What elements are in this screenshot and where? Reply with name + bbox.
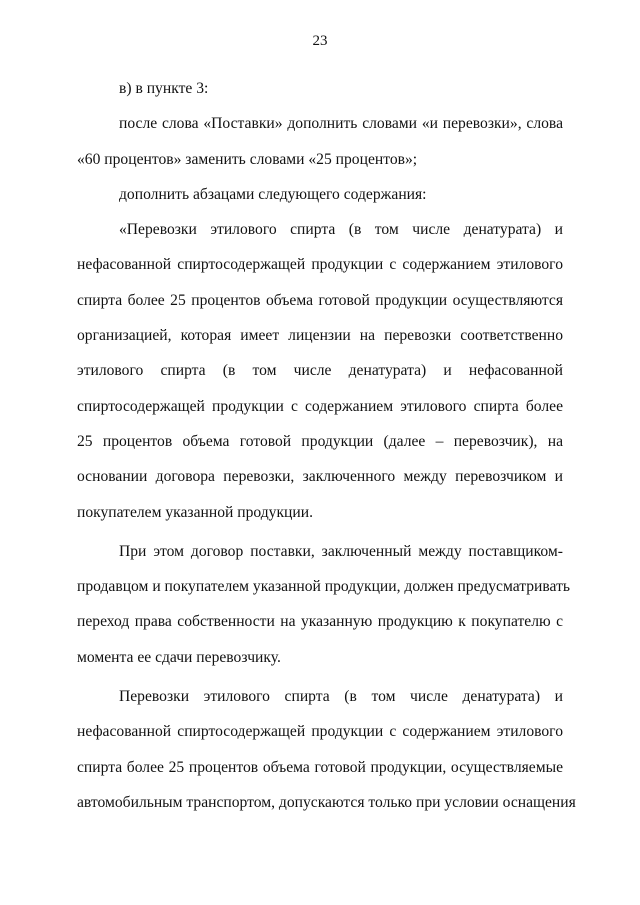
text-line: основании договора перевозки, заключенного между перевозчиком и [77,468,563,486]
text-line: момента ее сдачи перевозчику. [77,648,281,666]
document-body [77,71,576,820]
text-line: нефасованной спиртосодержащей продукции с содержанием этилового [77,723,563,741]
page-number: 23 [312,33,328,49]
text-line: покупателем указанной продукции. [77,503,313,521]
text-line: спирта более 25 процентов объема готовой продукции, осуществляемые [77,758,563,776]
text-line: спиртосодержащей продукции с содержанием этилового спирта более [77,397,563,415]
text-line: дополнить абзацами следующего содержания: [119,185,427,203]
text-line: спирта более 25 процентов объема готовой продукции осуществляются [77,291,563,309]
text-line: При этом договор поставки, заключенный между поставщиком- [119,542,563,560]
text-line: переход права собственности на указанную продукцию к покупателю с [77,613,563,631]
text-line: этилового спирта (в том числе денатурата) и нефасованной [77,362,563,380]
text-line: 25 процентов объема готовой продукции (далее – перевозчик), на [77,432,563,450]
text-line: Перевозки этилового спирта (в том числе денатурата) и [119,688,563,706]
text-line: продавцом и покупателем указанной продукции, должен предусматривать [77,578,570,596]
text-line: после слова «Поставки» дополнить словами «и перевозки», слова [119,115,563,133]
text-line: «Перевозки этилового спирта (в том числе денатурата) и [119,221,563,239]
text-line: автомобильным транспортом, допускаются только при условии оснащения [77,793,576,811]
text-line: «60 процентов» заменить словами «25 процентов»; [77,150,418,168]
text-line: организацией, которая имеет лицензии на перевозки соответственно [77,327,563,345]
text-line: нефасованной спиртосодержащей продукции с содержанием этилового [77,256,563,274]
text-line: в) в пункте 3: [119,80,209,97]
